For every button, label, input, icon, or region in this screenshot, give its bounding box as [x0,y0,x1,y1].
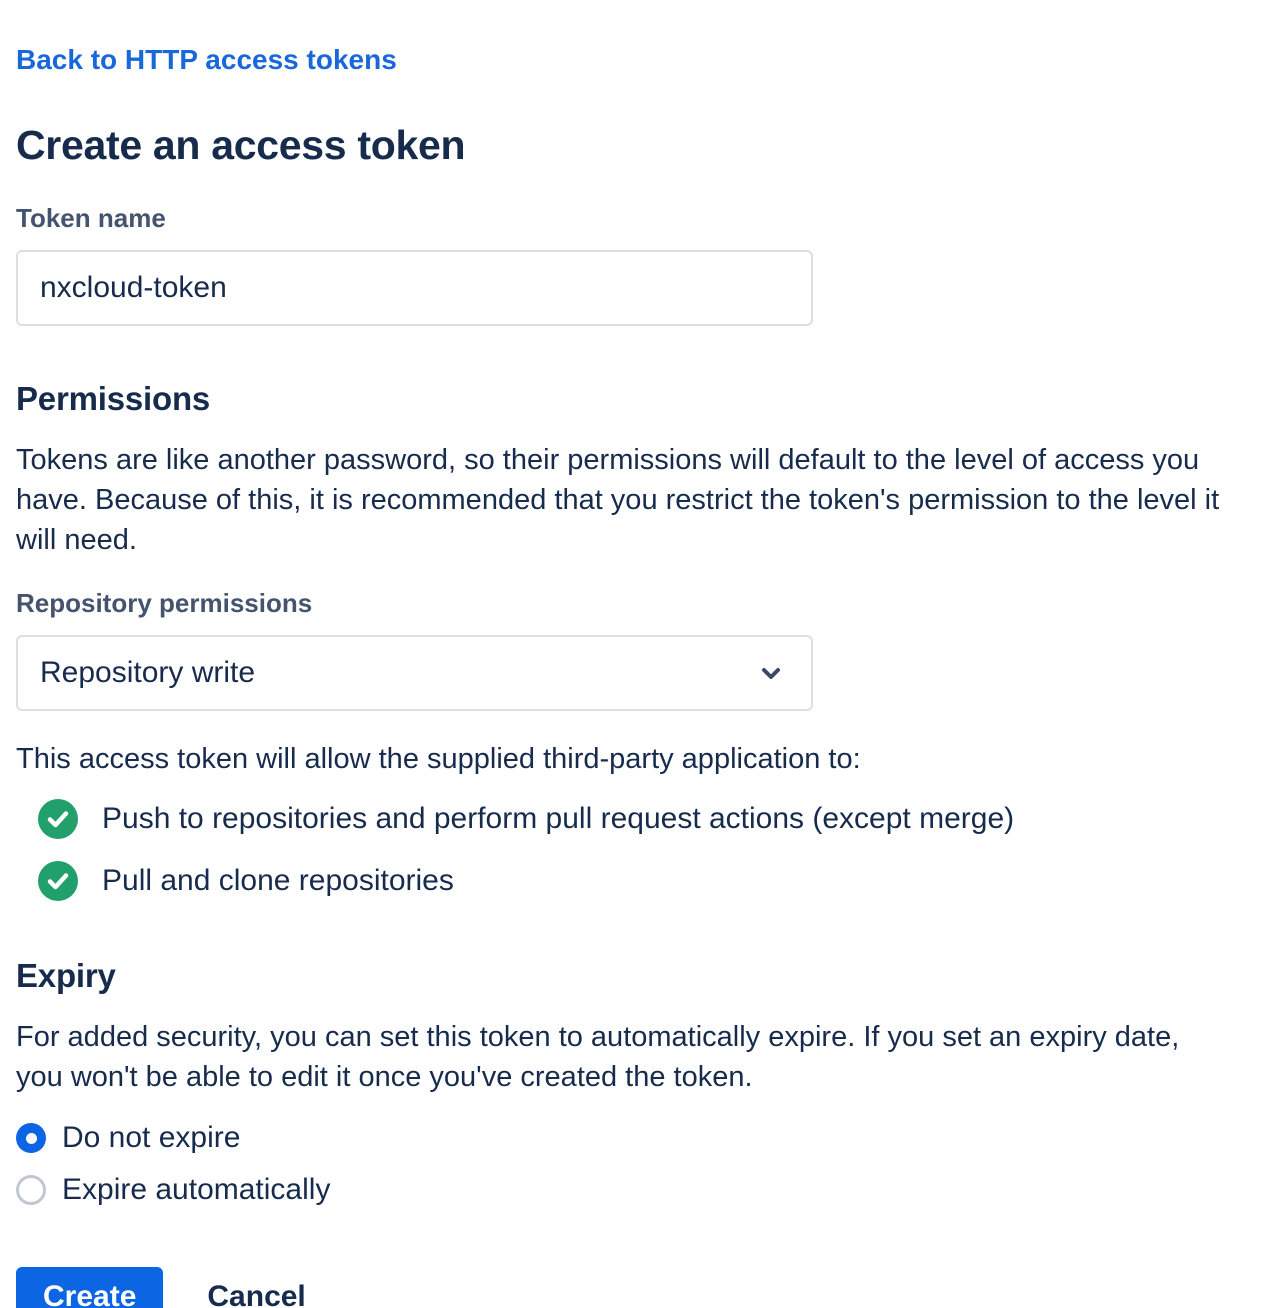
check-circle-icon [38,799,78,839]
token-name-label: Token name [16,203,166,233]
create-button[interactable]: Create [16,1267,163,1308]
capability-item [38,799,1258,839]
radio-expire-automatically[interactable] [16,1173,330,1207]
back-to-http-access-tokens-link[interactable]: Back to HTTP access tokens [16,44,397,75]
expiry-radio-group [16,1121,1258,1207]
capability-item [38,861,1258,901]
expiry-heading: Expiry [16,957,116,994]
check-circle-icon [38,861,78,901]
radio-selected-icon[interactable] [16,1123,46,1153]
radio-unselected-icon[interactable] [16,1175,46,1205]
chevron-down-icon [755,657,787,689]
page-title: Create an access token [16,122,466,168]
radio-do-not-expire-label: Do not expire [62,1121,241,1154]
radio-do-not-expire[interactable] [16,1121,240,1155]
capability-list [16,799,1258,901]
allow-intro-text: This access token will allow the supplied third-party application to: [16,743,861,775]
capability-text: Push to repositories and perform pull request actions (except merge) [102,802,1015,835]
permissions-description: Tokens are like another password, so their permissions will default to the level of access you have. Because of this, it is recommended that you restrict the token's permission to the level it will need. [16,444,1220,556]
expiry-section [16,957,1258,1207]
repository-permissions-label: Repository permissions [16,588,313,618]
permissions-heading: Permissions [16,380,211,417]
capability-text: Pull and clone repositories [102,864,454,897]
cancel-button[interactable]: Cancel [207,1280,305,1308]
repository-permissions-selected-value: Repository write [40,656,256,689]
radio-expire-automatically-label: Expire automatically [62,1173,331,1206]
permissions-section [16,380,1258,901]
token-name-input[interactable] [16,250,813,326]
expiry-description: For added security, you can set this token to automatically expire. If you set an expiry date, you won't be able to edit it once you've created the token. [16,1021,1180,1093]
repository-permissions-select[interactable] [16,635,813,711]
form-actions [16,1267,1258,1308]
